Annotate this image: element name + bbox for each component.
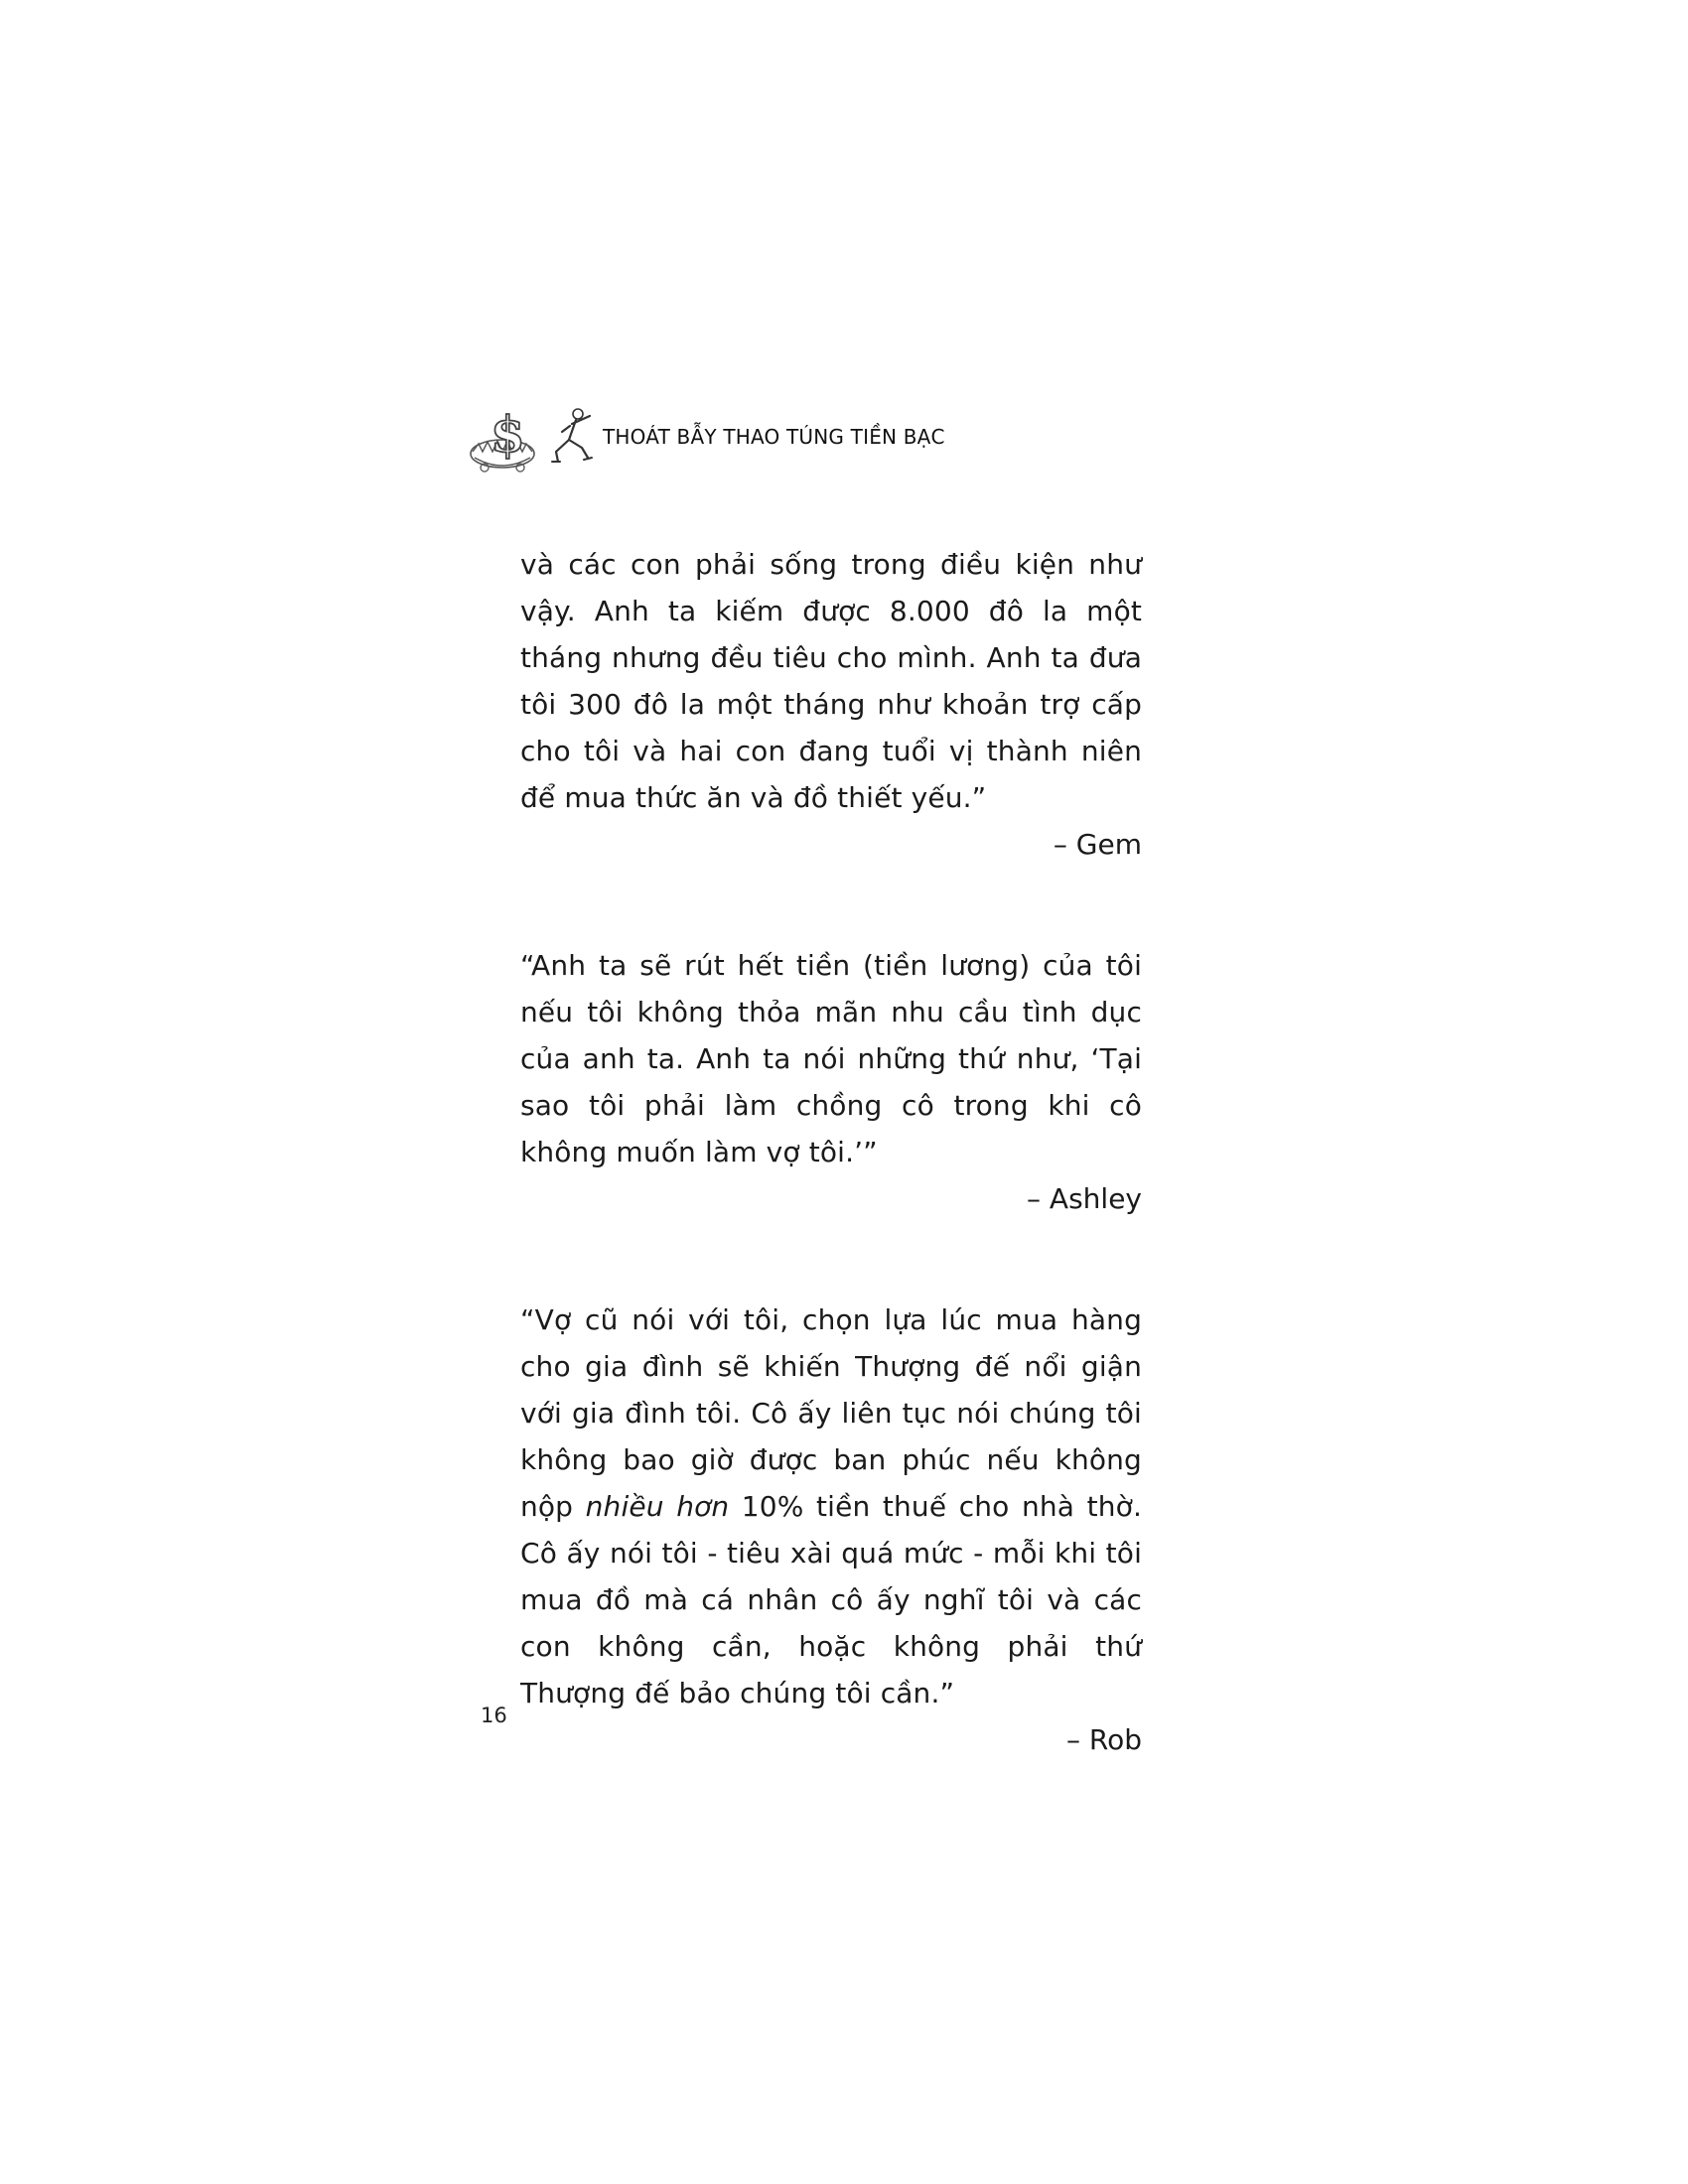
quote-rob-emphasis: nhiều hơn bbox=[585, 1490, 730, 1523]
attribution-gem: – Gem bbox=[1053, 828, 1142, 861]
quote-rob-part-2: 10% tiền thuế cho nhà thờ. Cô ấy nói tôi - tiêu xài quá mức - mỗi khi tôi mua đồ mà cá nhân cô ấy nghĩ tôi và các con không cần, hoặc không phải thứ Thượng đế bảo chúng tôi cần.” bbox=[520, 1490, 1142, 1709]
spacer bbox=[520, 1222, 1142, 1297]
attribution-rob: – Rob bbox=[1065, 1723, 1142, 1756]
running-header bbox=[467, 392, 1062, 481]
quote-rob-part-1: “Vợ cũ nói với tôi, chọn lựa lúc mua hàng cho gia đình sẽ khiến Thượng đế nổi giận với gia đình tôi. Cô ấy liên tục nói chúng tôi không bao giờ được ban phúc nếu không nộp bbox=[520, 1303, 1142, 1523]
quote-ashley: “Anh ta sẽ rút hết tiền (tiền lương) của tôi nếu tôi không thỏa mãn nhu cầu tình dục của anh ta. Anh ta nói những thứ như, ‘Tại sao tôi phải làm chồng cô trong khi cô không muốn làm vợ tôi.’” bbox=[520, 949, 1142, 1168]
quote-rob bbox=[520, 1297, 1142, 1716]
page-number: 16 bbox=[481, 1704, 507, 1727]
page-body bbox=[520, 541, 1142, 1763]
attribution-ashley: – Ashley bbox=[1027, 1182, 1142, 1215]
quote-gem: và các con phải sống trong điều kiện như vậy. Anh ta kiếm được 8.000 đô la một tháng nhưng đều tiêu cho mình. Anh ta đưa tôi 300 đô la một tháng như khoản trợ cấp cho tôi và hai con đang tuổi vị thành niên để mua thức ăn và đồ thiết yếu.” bbox=[520, 548, 1142, 814]
running-title: THOÁT BẪY THAO TÚNG TIỀN BẠC bbox=[603, 425, 945, 449]
dollar-trap-and-running-man-icon bbox=[467, 404, 606, 476]
svg-text:$: $ bbox=[491, 405, 525, 464]
spacer bbox=[520, 868, 1142, 942]
